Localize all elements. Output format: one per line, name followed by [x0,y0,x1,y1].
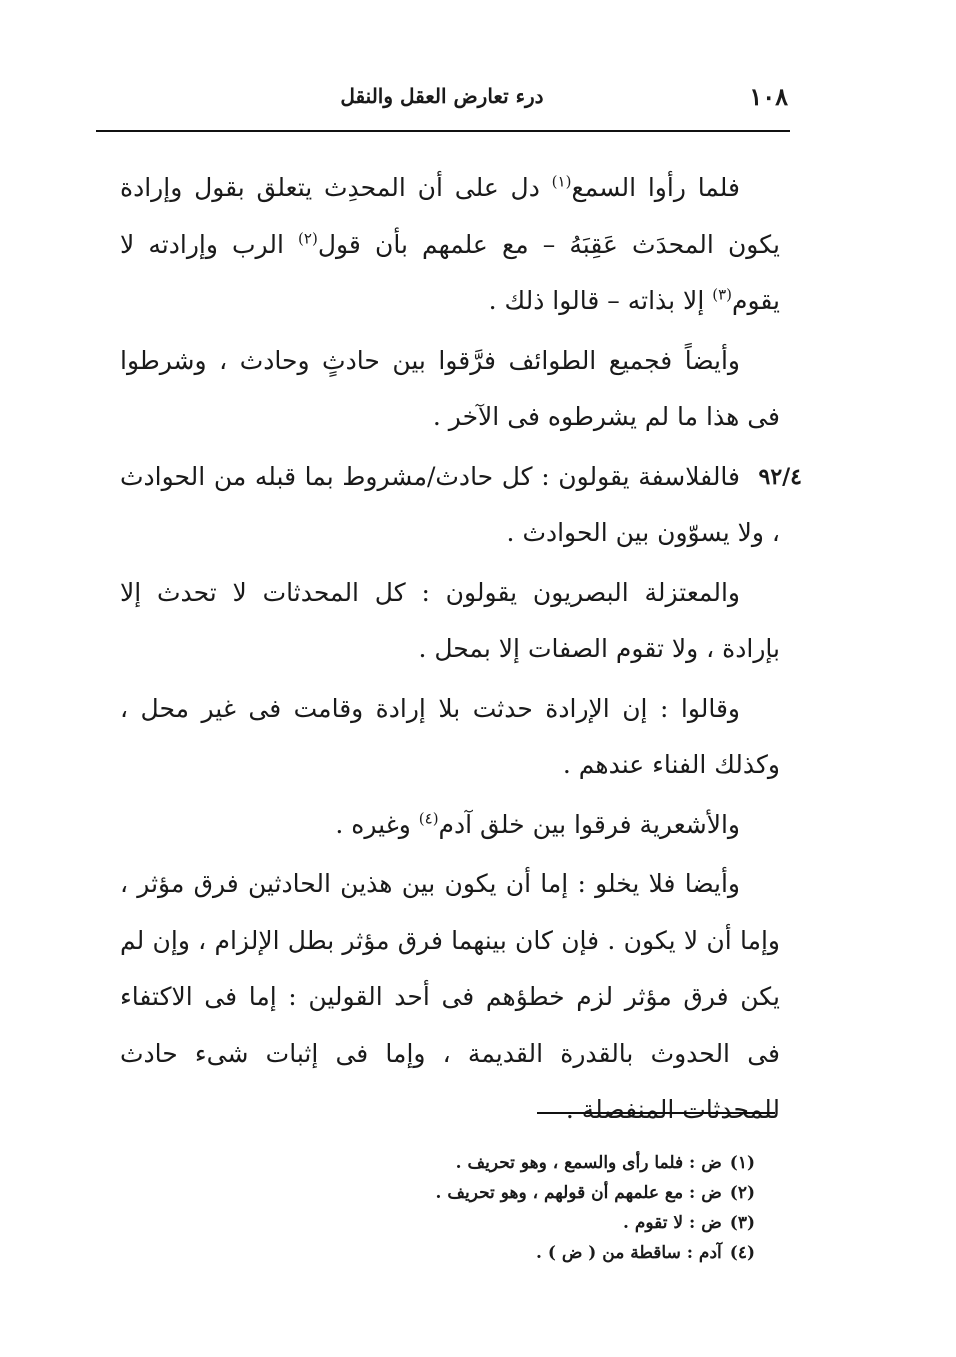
running-title: درء تعارض العقل والنقل [340,84,544,108]
footnote-text: ض : فلما رأى والسمع ، وهو تحريف . [455,1153,722,1173]
footnote-ref-2[interactable]: (٢) [298,229,318,248]
footnote-ref-3[interactable]: (٣) [712,285,732,304]
footnote-3 [300,1208,755,1238]
paragraph-text: الرب وإرادته لا يقوم [120,229,780,315]
margin-reference: ٩٢/٤ [758,463,802,490]
paragraph-text: وأيضا فلا يخلو : إما أن يكون بين هذين الحادثين فرق مؤثر ، وإما أن لا يكون . فإن كان بينهما فرق مؤثر بطل الإلزام ، وإن لم يكن فرق مؤثر لزم خطؤهم فى أحد القولين : إما فى الاكتفاء فى الحدوث بالقدرة القديمة ، وإما فى إثبات شىء حادث للمحدثات المنفصلة . [120,869,780,1124]
paragraph-3 [120,449,802,562]
header-divider [96,130,790,132]
page-number: ١٠٨ [749,82,788,111]
footnotes [300,1148,755,1268]
footnote-label: (٢) [729,1183,755,1203]
footnote-ref-1[interactable]: (١) [551,172,572,191]
footnote-label: (١) [729,1153,755,1173]
footnote-label: (٣) [729,1213,755,1233]
paragraph-text: وغيره . [335,809,419,839]
footnote-1 [300,1148,755,1178]
paragraph-2 [120,333,780,446]
footnote-ref-4[interactable]: (٤) [418,809,439,828]
paragraph-text: دل على أن المحدِث يتعلق بقول وإرادة يكون المحدَث عَقِبَهُ – مع علمهم بأن قول [120,173,780,259]
paragraph-text: والأشعرية فرقوا بين خلق آدم [438,809,740,839]
footnote-4 [300,1238,755,1268]
footnote-divider [537,1112,775,1114]
footnote-text: آدم : ساقطة من ( ض ) . [536,1243,722,1263]
footnote-2 [300,1178,755,1208]
paragraph-4 [120,565,780,678]
paragraph-text: فلما رأوا السمع [571,173,740,202]
page-header [96,82,788,122]
paragraph-text: والمعتزلة البصريون يقولون : كل المحدثات لا تحدث إلا بإرادة ، ولا تقوم الصفات إلا بمحل . [120,577,780,663]
main-text [120,160,802,1142]
paragraph-6 [120,797,780,854]
paragraph-5 [120,681,780,794]
footnote-text: ض : لا تقوم . [623,1213,722,1233]
paragraph-text: وأيضاً فجميع الطوائف فرَّقوا بين حادثٍ وحادث ، وشرطوا فى هذا ما لم يشرطوه فى الآخر . [120,345,780,431]
paragraph-text: وقالوا : إن الإرادة حدثت بلا إرادة وقامت فى غير محل ، وكذلك الفناء عندهم . [120,693,780,779]
paragraph-text: إلا بذاته – قالوا ذلك . [488,286,713,315]
footnote-label: (٤) [729,1243,755,1263]
paragraph-1 [120,160,780,330]
paragraph-7 [120,856,780,1139]
paragraph-text: فالفلاسفة يقولون : كل حادث/مشروط بما قبله من الحوادث ، ولا يسوّون بين الحوادث . [120,461,780,547]
footnote-text: ض : مع علمهم أن قولهم ، وهو تحريف . [435,1183,722,1203]
